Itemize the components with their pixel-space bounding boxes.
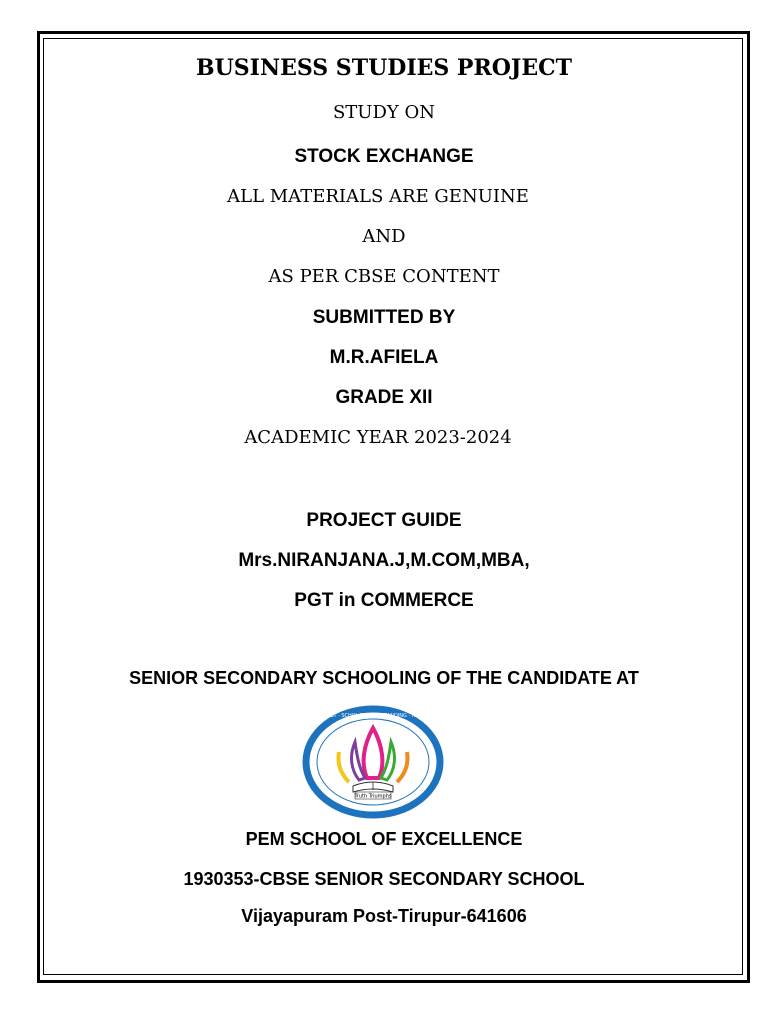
logo-motto: Truth Triumphs	[354, 793, 392, 800]
cbse-line: AS PER CBSE CONTENT	[268, 266, 500, 287]
materials-line: ALL MATERIALS ARE GENUINE	[227, 186, 529, 207]
school-logo	[285, 706, 461, 818]
and-line: AND	[362, 226, 406, 247]
school-code-line: 1930353-CBSE SENIOR SECONDARY SCHOOL	[183, 869, 585, 889]
academic-year: ACADEMIC YEAR 2023-2024	[244, 427, 512, 448]
logo-ring-text: EFFICIENT · MODEST · SCHOLAR · OUTSTANDING · HEALTHY · PERFECT	[285, 713, 461, 719]
submitted-by-label: SUBMITTED BY	[312, 307, 456, 328]
schooling-line: SENIOR SECONDARY SCHOOLING OF THE CANDIDATE AT	[129, 668, 639, 688]
grade-line: GRADE XII	[335, 387, 433, 408]
guide-label: PROJECT GUIDE	[306, 510, 462, 531]
topic-heading: STOCK EXCHANGE	[294, 146, 474, 167]
study-on-label: STUDY ON	[332, 102, 436, 123]
guide-name: Mrs.NIRANJANA.J,M.COM,MBA,	[238, 550, 530, 571]
student-name: M.R.AFIELA	[329, 347, 439, 368]
school-name: PEM SCHOOL OF EXCELLENCE	[245, 829, 523, 849]
school-address: Vijayapuram Post-Tirupur-641606	[241, 906, 527, 926]
guide-position: PGT in COMMERCE	[294, 590, 474, 611]
project-title: BUSINESS STUDIES PROJECT	[196, 55, 572, 81]
